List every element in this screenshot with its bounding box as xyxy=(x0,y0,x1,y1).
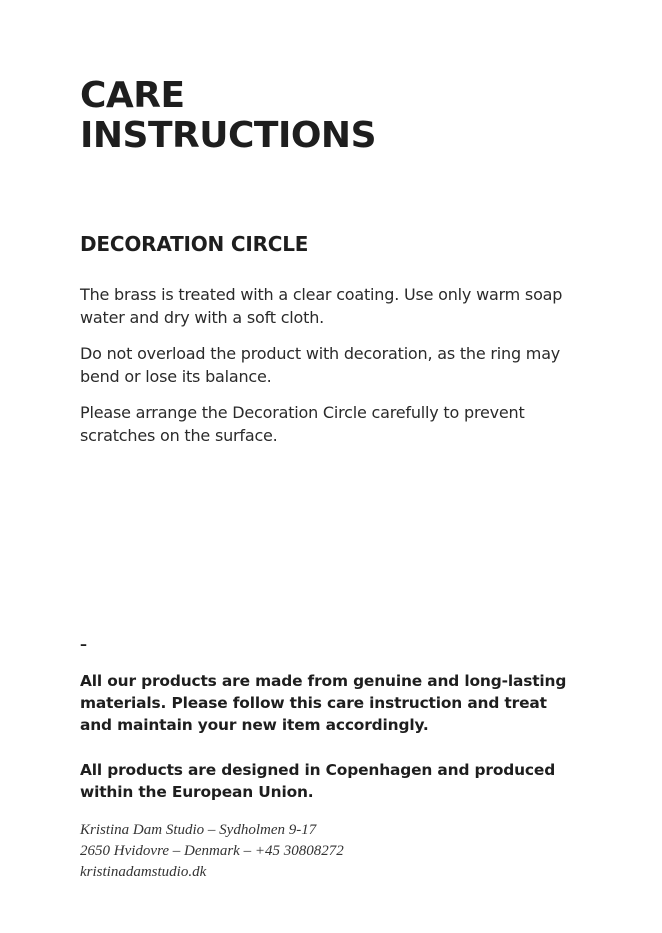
page-title xyxy=(80,76,376,156)
page-title-line-1: CARE xyxy=(80,75,185,116)
section-divider-dash: – xyxy=(80,637,87,653)
address-line-website: kristinadamstudio.dk xyxy=(80,864,207,880)
care-paragraph-coating: The brass is treated with a clear coating. Use only warm soap water and dry with a soft cloth. xyxy=(80,285,563,327)
page-title-line-2: INSTRUCTIONS xyxy=(80,115,376,156)
care-instructions-body xyxy=(80,283,580,460)
section-heading: DECORATION CIRCLE xyxy=(80,232,309,256)
studio-address xyxy=(80,820,344,883)
care-paragraph-overload: Do not overload the product with decoration, as the ring may bend or lose its balance. xyxy=(80,344,561,386)
materials-notice: All our products are made from genuine and long-lasting materials. Please follow this care instruction and treat and maintain your new item accordingly. xyxy=(80,672,567,734)
care-paragraph-arrange: Please arrange the Decoration Circle carefully to prevent scratches on the surface. xyxy=(80,403,525,445)
origin-notice: All products are designed in Copenhagen and produced within the European Union. xyxy=(80,761,556,801)
care-instructions-page xyxy=(80,0,600,933)
address-line-studio: Kristina Dam Studio – Sydholmen 9-17 xyxy=(80,822,317,838)
address-line-city: 2650 Hvidovre – Denmark – +45 30808272 xyxy=(80,843,344,859)
